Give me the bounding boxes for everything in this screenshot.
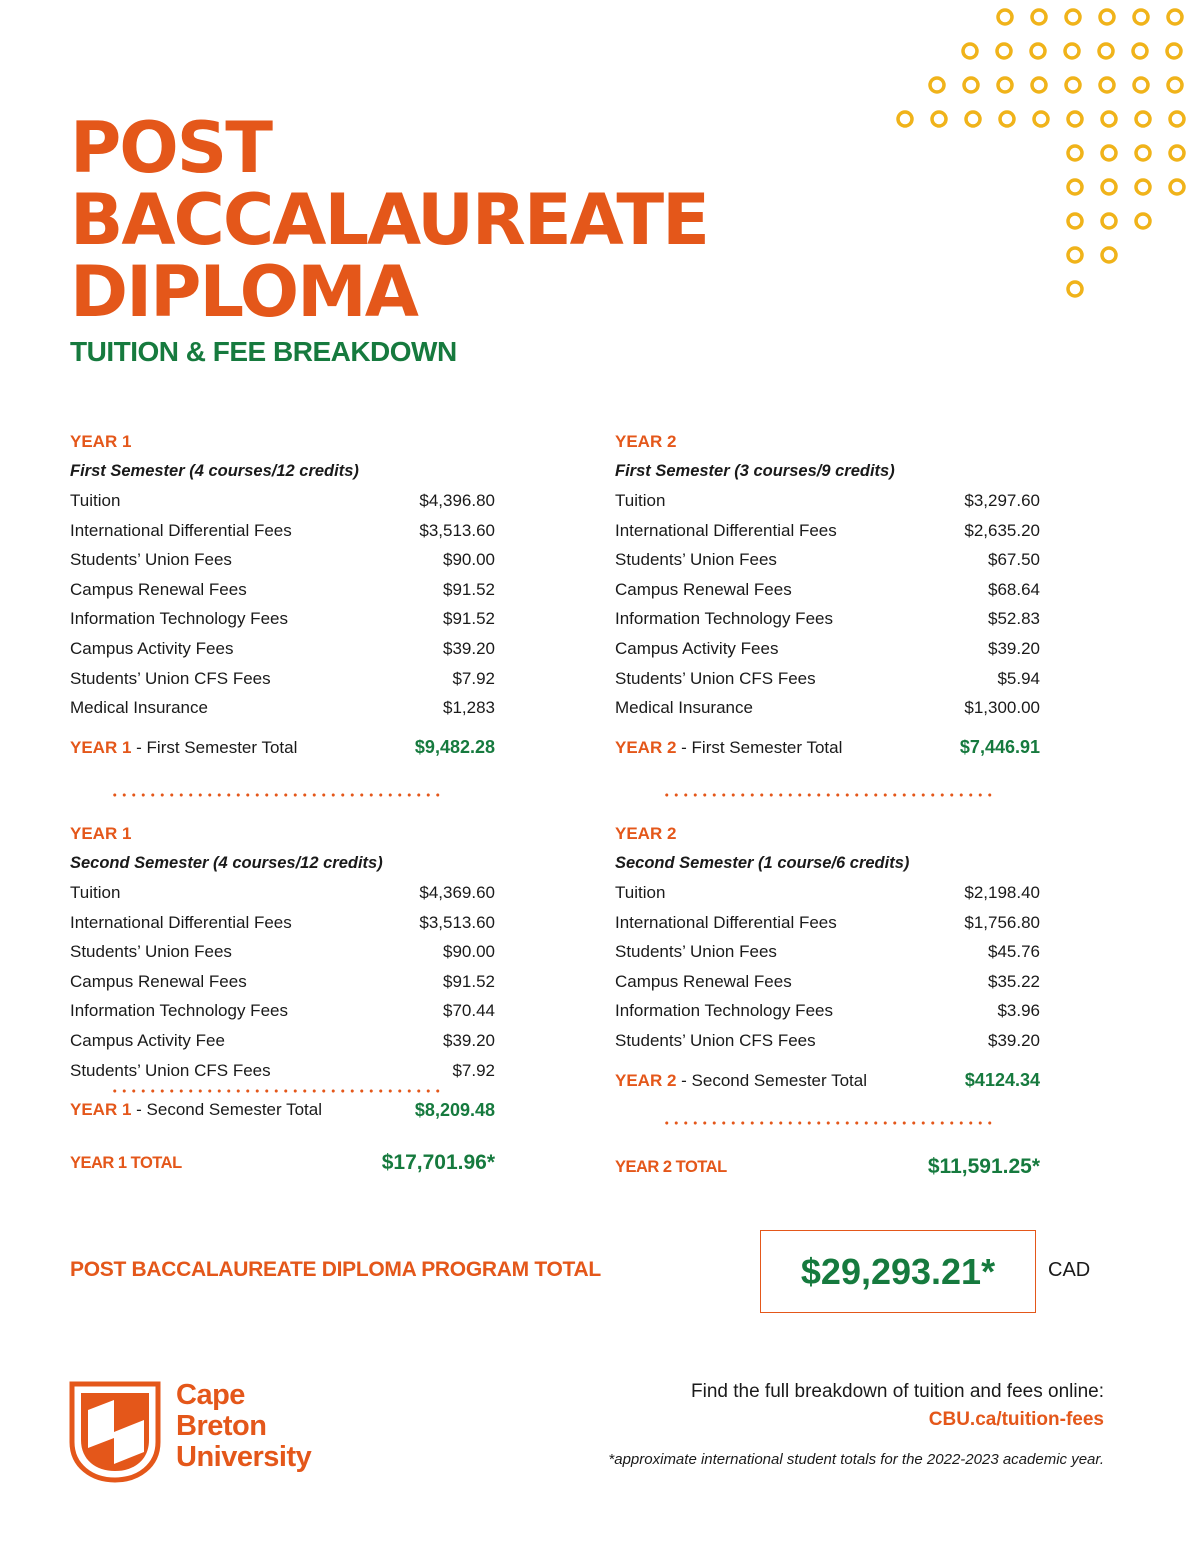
fee-row: [70, 878, 495, 908]
fee-row: [70, 908, 495, 938]
fee-amount: $1,756.80: [964, 912, 1040, 932]
fee-row: [615, 664, 1040, 694]
fee-row: [70, 693, 495, 723]
fee-row: [615, 575, 1040, 605]
fee-row: [615, 516, 1040, 546]
fee-amount: $7.92: [452, 668, 495, 688]
decorative-dot: [1068, 214, 1082, 228]
program-total-amount: $29,293.21*: [800, 1250, 996, 1292]
dotted-divider: [662, 793, 995, 797]
fee-section-year2-sem1: [615, 427, 1040, 763]
fee-label: Information Technology Fees: [615, 1001, 833, 1021]
decorative-dot: [1068, 112, 1082, 126]
semester-total-year: YEAR 1: [70, 1100, 132, 1120]
decorative-dot: [1102, 180, 1116, 194]
fee-section-year1-sem1: [70, 427, 495, 763]
decorative-dot: [963, 44, 977, 58]
section-year-label: YEAR 2: [615, 824, 677, 843]
fee-label: Campus Activity Fees: [70, 638, 234, 658]
fee-row: [70, 996, 495, 1026]
decorative-dot: [1066, 10, 1080, 24]
fee-label: Campus Renewal Fees: [70, 971, 247, 991]
fee-label: Tuition: [70, 491, 121, 510]
fee-label: Campus Renewal Fees: [615, 971, 792, 991]
semester-total-amount: $4124.34: [964, 1070, 1040, 1091]
semester-total: [70, 733, 495, 763]
fee-amount: $3,513.60: [419, 912, 495, 932]
decorative-dot: [932, 112, 946, 126]
fee-amount: $4,396.80: [419, 491, 495, 510]
fee-amount: $35.22: [988, 971, 1040, 991]
decorative-dot: [964, 78, 978, 92]
fee-label: Information Technology Fees: [615, 609, 833, 629]
semester-total-amount: $7,446.91: [959, 737, 1040, 758]
year2-total-amount: $11,591.25*: [927, 1155, 1040, 1178]
fee-label: International Differential Fees: [615, 912, 837, 932]
title-line-1: POST: [70, 107, 271, 189]
semester-total-label: - First Semester Total: [131, 737, 298, 757]
decorative-dot: [930, 78, 944, 92]
university-logo-text: [176, 1380, 311, 1473]
fee-row: [70, 967, 495, 997]
fee-amount: $39.20: [988, 638, 1040, 658]
decorative-dot: [1168, 78, 1182, 92]
fee-row: [615, 634, 1040, 664]
fee-row: [615, 996, 1040, 1026]
section-semester-label: First Semester (3 courses/9 credits): [615, 462, 895, 480]
fee-row: [615, 604, 1040, 634]
fee-label: Students’ Union Fees: [70, 550, 232, 570]
fee-label: Medical Insurance: [70, 698, 208, 718]
fee-amount: $39.20: [443, 638, 495, 658]
fee-row: [615, 908, 1040, 938]
decorative-dot: [998, 10, 1012, 24]
decorative-dot: [998, 78, 1012, 92]
decorative-dot: [1099, 44, 1113, 58]
title-line-2: BACCALAUREATE: [70, 179, 708, 261]
fee-row: [70, 545, 495, 575]
fee-label: Campus Renewal Fees: [615, 579, 792, 599]
fee-section-year2-sem2: [615, 819, 1040, 1096]
logo-line-1: Cape: [176, 1379, 245, 1411]
dotted-divider: [110, 793, 443, 797]
semester-total-amount: $9,482.28: [414, 737, 495, 758]
fee-amount: $5.94: [997, 668, 1040, 688]
fee-amount: $3,297.60: [964, 491, 1040, 510]
decorative-dot: [1136, 180, 1150, 194]
fee-row: [70, 575, 495, 605]
fee-label: Students’ Union CFS Fees: [615, 668, 816, 688]
fee-row: [615, 545, 1040, 575]
fee-label: Tuition: [615, 883, 666, 902]
fee-amount: $52.83: [988, 609, 1040, 629]
fee-label: International Differential Fees: [70, 912, 292, 932]
program-total-label: POST BACCALAUREATE DIPLOMA PROGRAM TOTAL: [70, 1258, 601, 1281]
fee-row: [70, 516, 495, 546]
year2-total-label: YEAR 2 TOTAL: [615, 1157, 727, 1176]
dotted-divider: [110, 1089, 443, 1093]
fee-row: [70, 486, 495, 516]
fee-label: Tuition: [615, 491, 666, 510]
section-semester-label: Second Semester (4 courses/12 credits): [70, 854, 383, 872]
fee-amount: $3,513.60: [419, 520, 495, 540]
semester-total: [615, 733, 1040, 763]
dotted-divider: [662, 1121, 995, 1125]
fee-amount: $91.52: [443, 609, 495, 629]
fee-amount: $2,635.20: [964, 520, 1040, 540]
fee-amount: $1,300.00: [964, 698, 1040, 718]
fee-amount: $91.52: [443, 579, 495, 599]
semester-total: [615, 1066, 1040, 1096]
fee-label: Information Technology Fees: [70, 1001, 288, 1021]
fee-row: [70, 634, 495, 664]
fee-label: Information Technology Fees: [70, 609, 288, 629]
semester-total-label: - Second Semester Total: [676, 1070, 867, 1090]
section-semester-label: Second Semester (1 course/6 credits): [615, 854, 910, 872]
decorative-dot: [1102, 248, 1116, 262]
year1-total-amount: $17,701.96*: [381, 1151, 495, 1174]
fee-label: Students’ Union CFS Fees: [70, 1060, 271, 1080]
decorative-dot: [1134, 10, 1148, 24]
fee-label: Students’ Union CFS Fees: [70, 668, 271, 688]
currency-label: CAD: [1048, 1259, 1091, 1281]
fee-amount: $90.00: [443, 550, 495, 570]
fee-label: Students’ Union Fees: [615, 550, 777, 570]
decorative-dot: [1102, 112, 1116, 126]
title-line-3: DIPLOMA: [70, 251, 417, 333]
decorative-dot: [1034, 112, 1048, 126]
semester-total-amount: $8,209.48: [414, 1099, 495, 1120]
fee-row: [70, 604, 495, 634]
fee-row: [70, 664, 495, 694]
decorative-dot: [1032, 10, 1046, 24]
decorative-dot: [1170, 180, 1184, 194]
decorative-dot: [1102, 146, 1116, 160]
decorative-dot: [1167, 44, 1181, 58]
decorative-dot: [1168, 10, 1182, 24]
section-year-label: YEAR 2: [615, 432, 677, 451]
fee-row: [615, 693, 1040, 723]
semester-total-year: YEAR 1: [70, 737, 132, 757]
fee-amount: $2,198.40: [964, 883, 1040, 902]
fee-section-year1-sem2: [70, 819, 495, 1125]
decorative-dot: [898, 112, 912, 126]
section-year-label: YEAR 1: [70, 432, 132, 451]
fee-label: Tuition: [70, 883, 121, 902]
semester-total-label: - Second Semester Total: [131, 1100, 322, 1120]
fee-label: International Differential Fees: [615, 520, 837, 540]
fee-amount: $45.76: [988, 942, 1040, 962]
decorative-dot: [1032, 78, 1046, 92]
fee-label: Students’ Union Fees: [615, 942, 777, 962]
decorative-dot: [1100, 78, 1114, 92]
fee-amount: $70.44: [443, 1001, 495, 1021]
fee-amount: $68.64: [988, 579, 1040, 599]
decorative-dot: [1133, 44, 1147, 58]
decorative-dot: [1066, 78, 1080, 92]
decorative-dot: [1100, 10, 1114, 24]
semester-total: [70, 1095, 495, 1125]
year1-total-label: YEAR 1 TOTAL: [70, 1153, 182, 1172]
semester-total-year: YEAR 2: [615, 1070, 677, 1090]
fee-row: [70, 1026, 495, 1056]
fee-amount: $90.00: [443, 942, 495, 962]
fee-label: Campus Renewal Fees: [70, 579, 247, 599]
decorative-dot: [1068, 248, 1082, 262]
decorative-dot: [1136, 214, 1150, 228]
fee-row: [70, 1056, 495, 1086]
semester-total-label: - First Semester Total: [676, 737, 843, 757]
decorative-dot: [1031, 44, 1045, 58]
logo-line-3: University: [176, 1441, 312, 1473]
logo-line-2: Breton: [176, 1410, 267, 1442]
fee-label: Medical Insurance: [615, 698, 753, 718]
fee-label: International Differential Fees: [70, 520, 292, 540]
footer-find-text: Find the full breakdown of tuition and fees online:: [691, 1381, 1104, 1402]
semester-total-year: YEAR 2: [615, 737, 677, 757]
page-subtitle: TUITION & FEE BREAKDOWN: [70, 336, 457, 367]
decorative-dot: [1068, 180, 1082, 194]
decorative-dot: [1068, 282, 1082, 296]
fee-label: Students’ Union CFS Fees: [615, 1030, 816, 1050]
decorative-dot: [1170, 112, 1184, 126]
fee-amount: $91.52: [443, 971, 495, 991]
cape-breton-university-shield-icon: [68, 1380, 162, 1484]
page-title: [70, 107, 708, 333]
decorative-dot: [1170, 146, 1184, 160]
section-year-label: YEAR 1: [70, 824, 132, 843]
section-semester-label: First Semester (4 courses/12 credits): [70, 462, 359, 480]
decorative-dot: [1134, 78, 1148, 92]
decorative-dot: [1065, 44, 1079, 58]
fee-amount: $1,283: [443, 698, 495, 718]
fee-amount: $4,369.60: [419, 883, 495, 902]
footnote: *approximate international student totals for the 2022-2023 academic year.: [608, 1451, 1104, 1468]
fee-amount: $67.50: [988, 550, 1040, 570]
fee-amount: $3.96: [997, 1001, 1040, 1021]
decorative-dot: [997, 44, 1011, 58]
fee-amount: $39.20: [443, 1030, 495, 1050]
fee-row: [615, 937, 1040, 967]
year2-total: [615, 1152, 1040, 1182]
program-total-box: [760, 1230, 1036, 1313]
decorative-dot: [1068, 146, 1082, 160]
fee-label: Campus Activity Fees: [615, 638, 779, 658]
decorative-dot: [1102, 214, 1116, 228]
fee-label: Campus Activity Fee: [70, 1030, 225, 1050]
fee-row: [615, 967, 1040, 997]
fee-row: [615, 486, 1040, 516]
fee-row: [615, 878, 1040, 908]
decorative-dot: [966, 112, 980, 126]
decorative-dot: [1136, 146, 1150, 160]
year1-total: [70, 1148, 495, 1178]
fee-row: [615, 1026, 1040, 1056]
fee-label: Students’ Union Fees: [70, 942, 232, 962]
decorative-dot: [1136, 112, 1150, 126]
fee-amount: $7.92: [452, 1060, 495, 1080]
decorative-dot: [1000, 112, 1014, 126]
tuition-fees-link[interactable]: CBU.ca/tuition-fees: [928, 1409, 1104, 1430]
fee-row: [70, 937, 495, 967]
fee-amount: $39.20: [988, 1030, 1040, 1050]
